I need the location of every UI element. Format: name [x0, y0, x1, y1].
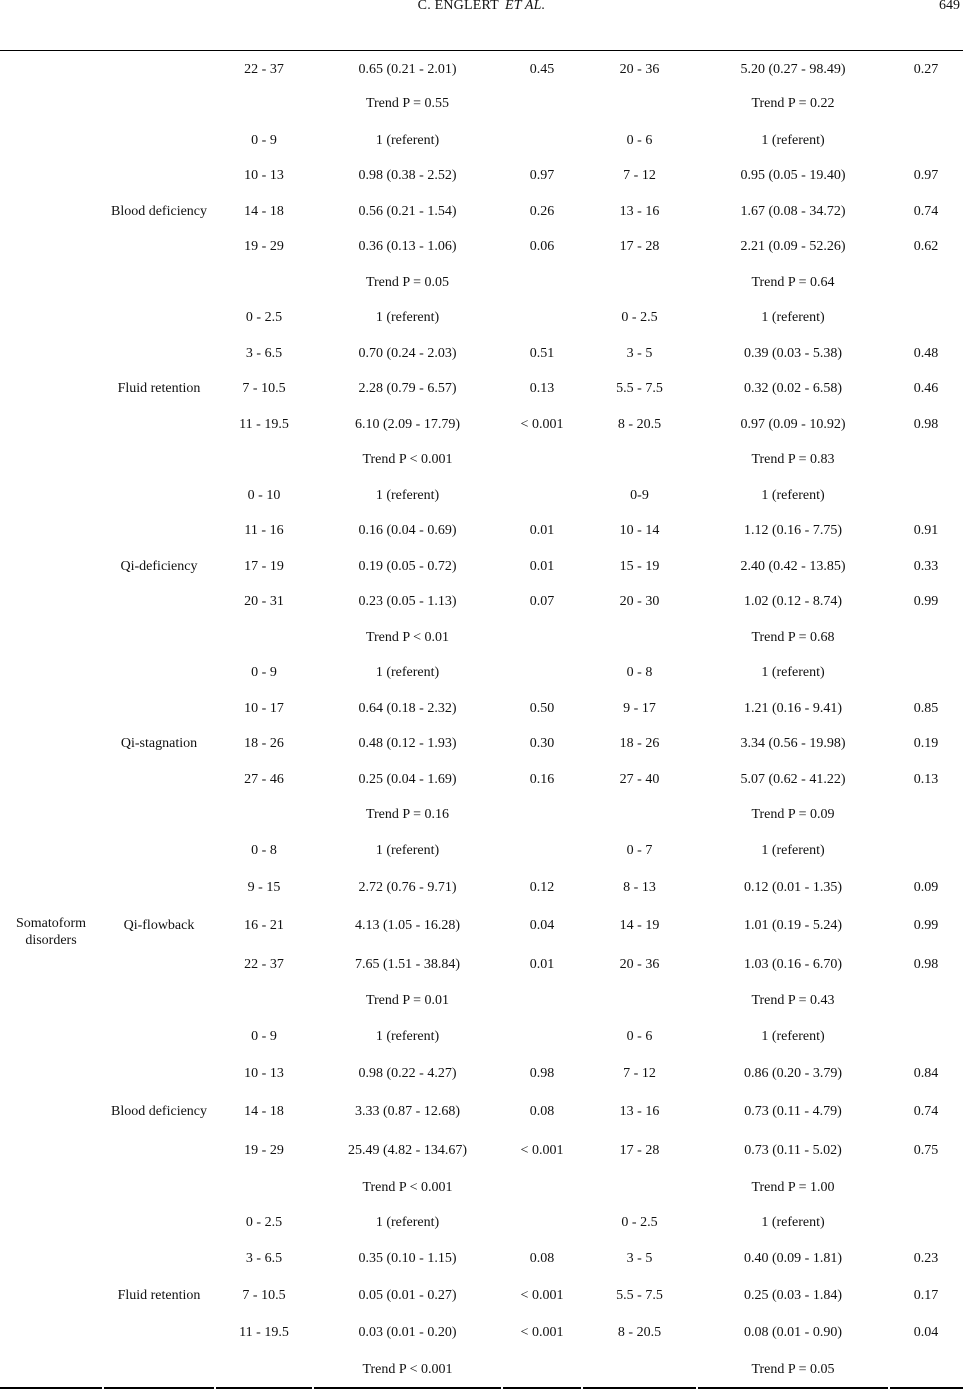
trend-p-cell-2: Trend P = 0.43	[751, 993, 835, 1008]
table-row	[0, 1249, 963, 1269]
odds-ratio-cell-1: 1 (referent)	[375, 1029, 440, 1044]
score-range-cell-2: 17 - 28	[619, 239, 660, 254]
odds-ratio-cell-1: 0.98 (0.22 - 4.27)	[358, 1066, 457, 1081]
odds-ratio-cell-1: 0.25 (0.04 - 1.69)	[358, 772, 457, 787]
odds-ratio-cell-1: 1 (referent)	[375, 843, 440, 858]
table-row	[0, 344, 963, 364]
p-value-cell-2: 0.27	[913, 62, 939, 77]
factor-label: Fluid retention	[117, 1288, 201, 1303]
odds-ratio-cell-2: 0.25 (0.03 - 1.84)	[744, 1288, 842, 1303]
p-value-cell-1: 0.51	[529, 346, 555, 361]
score-range-cell-2: 18 - 26	[619, 736, 660, 751]
score-range-cell-2: 10 - 14	[619, 523, 660, 538]
odds-ratio-cell-2: 0.73 (0.11 - 5.02)	[744, 1143, 842, 1158]
trend-p-cell-2: Trend P = 0.09	[751, 807, 835, 822]
score-range-cell-2: 27 - 40	[619, 772, 660, 787]
score-range-cell-1: 11 - 16	[244, 523, 284, 538]
score-range-cell-1: 11 - 19.5	[239, 1325, 289, 1340]
p-value-cell-2: 0.84	[913, 1066, 939, 1081]
score-range-cell-2: 20 - 36	[619, 62, 660, 77]
trend-row	[0, 1178, 963, 1198]
score-range-cell-2: 17 - 28	[619, 1143, 660, 1158]
score-range-cell-2: 0 - 6	[626, 133, 653, 148]
score-range-cell-1: 10 - 13	[244, 1066, 284, 1081]
p-value-cell-2: 0.74	[913, 204, 939, 219]
bottom-rule-segment	[698, 1387, 888, 1389]
factor-label: Fluid retention	[117, 381, 201, 396]
p-value-cell-1: 0.98	[529, 1066, 555, 1081]
p-value-cell-1: < 0.001	[520, 1325, 564, 1340]
p-value-cell-1: 0.01	[529, 957, 555, 972]
table-row	[0, 60, 963, 80]
odds-ratio-cell-2: 0.97 (0.09 - 10.92)	[740, 417, 846, 432]
odds-ratio-cell-2: 0.95 (0.05 - 19.40)	[740, 168, 846, 183]
p-value-cell-2: 0.48	[913, 346, 939, 361]
odds-ratio-cell-1: 0.98 (0.38 - 2.52)	[358, 168, 457, 183]
score-range-cell-1: 0 - 9	[251, 133, 277, 148]
score-range-cell-2: 7 - 12	[623, 168, 656, 183]
score-range-cell-1: 22 - 37	[244, 957, 284, 972]
p-value-cell-1: 0.97	[529, 168, 555, 183]
odds-ratio-cell-2: 0.39 (0.03 - 5.38)	[744, 346, 842, 361]
odds-ratio-cell-2: 2.40 (0.42 - 13.85)	[740, 559, 846, 574]
score-range-cell-1: 14 - 18	[244, 1104, 284, 1119]
score-range-cell-1: 0 - 2.5	[245, 1215, 283, 1230]
score-range-cell-2: 13 - 16	[619, 204, 660, 219]
odds-ratio-cell-1: 2.72 (0.76 - 9.71)	[358, 880, 457, 895]
p-value-cell-2: 0.17	[913, 1288, 939, 1303]
p-value-cell-2: 0.98	[913, 417, 939, 432]
p-value-cell-2: 0.13	[913, 772, 939, 787]
score-range-cell-2: 0 - 2.5	[621, 310, 658, 325]
score-range-cell-1: 0 - 8	[251, 843, 277, 858]
trend-p-cell-2: Trend P = 1.00	[751, 1180, 835, 1195]
p-value-cell-1: 0.30	[529, 736, 555, 751]
odds-ratio-cell-1: 0.64 (0.18 - 2.32)	[358, 701, 457, 716]
p-value-cell-2: 0.75	[913, 1143, 939, 1158]
score-range-cell-1: 0 - 10	[247, 488, 281, 503]
p-value-cell-2: 0.74	[913, 1104, 939, 1119]
trend-p-cell-2: Trend P = 0.64	[751, 275, 835, 290]
score-range-cell-2: 7 - 12	[623, 1066, 656, 1081]
score-range-cell-1: 0 - 9	[251, 1029, 277, 1044]
odds-ratio-cell-2: 1 (referent)	[761, 1215, 825, 1230]
score-range-cell-2: 8 - 13	[623, 880, 656, 895]
bottom-rule-segment	[503, 1387, 581, 1389]
p-value-cell-2: 0.62	[913, 239, 939, 254]
odds-ratio-cell-1: 0.70 (0.24 - 2.03)	[358, 346, 457, 361]
odds-ratio-cell-2: 3.34 (0.56 - 19.98)	[740, 736, 846, 751]
table-row	[0, 415, 963, 435]
trend-p-cell-1: Trend P = 0.55	[365, 96, 450, 111]
score-range-cell-1: 16 - 21	[244, 918, 284, 933]
trend-p-cell-2: Trend P = 0.83	[751, 452, 835, 467]
running-head-authors: C. ENGLERT	[417, 0, 499, 13]
p-value-cell-1: 0.04	[529, 918, 555, 933]
p-value-cell-1: 0.16	[529, 772, 555, 787]
odds-ratio-cell-1: 7.65 (1.51 - 38.84)	[355, 957, 460, 972]
p-value-cell-2: 0.99	[913, 918, 939, 933]
factor-label: Blood deficiency	[110, 204, 208, 219]
trend-row	[0, 450, 963, 470]
p-value-cell-2: 0.98	[913, 957, 939, 972]
p-value-cell-1: 0.07	[529, 594, 555, 609]
score-range-cell-2: 13 - 16	[619, 1104, 660, 1119]
score-range-cell-1: 14 - 18	[244, 204, 284, 219]
odds-ratio-cell-1: 2.28 (0.79 - 6.57)	[358, 381, 457, 396]
p-value-cell-1: 0.12	[529, 880, 555, 895]
table-row	[0, 770, 963, 790]
score-range-cell-1: 19 - 29	[244, 239, 284, 254]
table-row	[0, 166, 963, 186]
factor-label: Qi-flowback	[123, 918, 195, 933]
table-row	[0, 1141, 963, 1161]
p-value-cell-2: 0.46	[913, 381, 939, 396]
p-value-cell-1: 0.06	[529, 239, 555, 254]
score-range-cell-1: 3 - 6.5	[245, 346, 283, 361]
score-range-cell-2: 3 - 5	[626, 1251, 653, 1266]
score-range-cell-2: 14 - 19	[619, 918, 660, 933]
odds-ratio-cell-2: 0.40 (0.09 - 1.81)	[744, 1251, 842, 1266]
p-value-cell-1: < 0.001	[520, 1288, 564, 1303]
table-row	[0, 663, 963, 683]
odds-ratio-cell-2: 1 (referent)	[761, 1029, 825, 1044]
odds-ratio-cell-1: 3.33 (0.87 - 12.68)	[355, 1104, 460, 1119]
odds-ratio-cell-2: 1 (referent)	[761, 665, 825, 680]
odds-ratio-cell-2: 1 (referent)	[761, 310, 825, 325]
score-range-cell-1: 10 - 17	[244, 701, 284, 716]
table-row	[0, 699, 963, 719]
odds-ratio-cell-2: 0.86 (0.20 - 3.79)	[744, 1066, 842, 1081]
p-value-cell-2: 0.91	[913, 523, 939, 538]
odds-ratio-cell-1: 1 (referent)	[375, 1215, 440, 1230]
table-row	[0, 131, 963, 151]
bottom-rule-segment	[104, 1387, 214, 1389]
odds-ratio-cell-2: 1 (referent)	[761, 843, 825, 858]
results-table	[0, 52, 963, 1390]
table-row	[0, 521, 963, 541]
p-value-cell-1: 0.26	[529, 204, 555, 219]
score-range-cell-2: 15 - 19	[619, 559, 660, 574]
odds-ratio-cell-1: 25.49 (4.82 - 134.67)	[348, 1143, 467, 1158]
trend-p-cell-1: Trend P < 0.001	[362, 1362, 453, 1377]
p-value-cell-1: 0.01	[529, 559, 555, 574]
trend-p-cell-1: Trend P < 0.001	[362, 452, 453, 467]
odds-ratio-cell-1: 0.03 (0.01 - 0.20)	[358, 1325, 457, 1340]
bottom-rule-segment	[890, 1387, 963, 1389]
score-range-cell-2: 5.5 - 7.5	[616, 1288, 663, 1303]
odds-ratio-cell-1: 0.23 (0.05 - 1.13)	[358, 594, 457, 609]
trend-p-cell-2: Trend P = 0.22	[751, 96, 835, 111]
table-row	[0, 308, 963, 328]
trend-row	[0, 94, 963, 114]
score-range-cell-1: 9 - 15	[247, 880, 281, 895]
score-range-cell-1: 18 - 26	[244, 736, 284, 751]
odds-ratio-cell-2: 0.32 (0.02 - 6.58)	[744, 381, 842, 396]
odds-ratio-cell-2: 1 (referent)	[761, 488, 825, 503]
bottom-rule-segment	[583, 1387, 696, 1389]
table-row	[0, 878, 963, 898]
odds-ratio-cell-2: 2.21 (0.09 - 52.26)	[740, 239, 846, 254]
trend-p-cell-1: Trend P = 0.01	[365, 993, 450, 1008]
score-range-cell-1: 10 - 13	[244, 168, 284, 183]
page-number: 649	[939, 0, 960, 13]
odds-ratio-cell-2: 1.12 (0.16 - 7.75)	[744, 523, 842, 538]
odds-ratio-cell-1: 0.48 (0.12 - 1.93)	[358, 736, 457, 751]
odds-ratio-cell-1: 0.05 (0.01 - 0.27)	[358, 1288, 457, 1303]
score-range-cell-1: 19 - 29	[244, 1143, 284, 1158]
score-range-cell-2: 0 - 6	[626, 1029, 653, 1044]
score-range-cell-1: 3 - 6.5	[245, 1251, 283, 1266]
odds-ratio-cell-1: 0.35 (0.10 - 1.15)	[358, 1251, 457, 1266]
odds-ratio-cell-2: 1 (referent)	[761, 133, 825, 148]
table-row	[0, 237, 963, 257]
odds-ratio-cell-2: 1.03 (0.16 - 6.70)	[744, 957, 842, 972]
table-bottom-rule	[0, 1387, 963, 1389]
trend-p-cell-2: Trend P = 0.68	[751, 630, 835, 645]
score-range-cell-2: 5.5 - 7.5	[616, 381, 663, 396]
p-value-cell-2: 0.23	[913, 1251, 939, 1266]
odds-ratio-cell-2: 5.20 (0.27 - 98.49)	[740, 62, 846, 77]
odds-ratio-cell-2: 1.02 (0.12 - 8.74)	[744, 594, 842, 609]
p-value-cell-2: 0.04	[913, 1325, 939, 1340]
trend-row	[0, 628, 963, 648]
p-value-cell-2: 0.19	[913, 736, 939, 751]
odds-ratio-cell-1: 1 (referent)	[375, 488, 440, 503]
odds-ratio-cell-2: 5.07 (0.62 - 41.22)	[740, 772, 846, 787]
table-row	[0, 1027, 963, 1047]
odds-ratio-cell-2: 0.08 (0.01 - 0.90)	[744, 1325, 842, 1340]
table-row	[0, 1213, 963, 1233]
score-range-cell-2: 20 - 36	[619, 957, 660, 972]
score-range-cell-1: 11 - 19.5	[239, 417, 289, 432]
trend-row	[0, 273, 963, 293]
odds-ratio-cell-2: 1.67 (0.08 - 34.72)	[740, 204, 846, 219]
score-range-cell-1: 27 - 46	[244, 772, 284, 787]
odds-ratio-cell-1: 4.13 (1.05 - 16.28)	[355, 918, 460, 933]
odds-ratio-cell-1: 0.16 (0.04 - 0.69)	[358, 523, 457, 538]
odds-ratio-cell-1: 6.10 (2.09 - 17.79)	[355, 417, 460, 432]
trend-p-cell-1: Trend P < 0.001	[362, 1180, 453, 1195]
p-value-cell-1: 0.45	[529, 62, 555, 77]
running-head-et-al: ET AL.	[504, 0, 546, 13]
score-range-cell-1: 0 - 9	[251, 665, 277, 680]
score-range-cell-1: 17 - 19	[244, 559, 284, 574]
p-value-cell-1: 0.08	[529, 1104, 555, 1119]
trend-row	[0, 805, 963, 825]
bottom-rule-segment	[314, 1387, 501, 1389]
odds-ratio-cell-2: 0.73 (0.11 - 4.79)	[744, 1104, 842, 1119]
score-range-cell-2: 8 - 20.5	[617, 1325, 662, 1340]
trend-p-cell-1: Trend P < 0.01	[365, 630, 450, 645]
table-row	[0, 955, 963, 975]
score-range-cell-2: 3 - 5	[626, 346, 653, 361]
odds-ratio-cell-2: 1.01 (0.19 - 5.24)	[744, 918, 842, 933]
score-range-cell-2: 20 - 30	[619, 594, 660, 609]
factor-label: Qi-deficiency	[120, 559, 198, 574]
p-value-cell-2: 0.85	[913, 701, 939, 716]
score-range-cell-1: 22 - 37	[244, 62, 284, 77]
table-row	[0, 592, 963, 612]
score-range-cell-2: 0-9	[630, 488, 649, 503]
score-range-cell-1: 20 - 31	[244, 594, 284, 609]
score-range-cell-2: 9 - 17	[623, 701, 656, 716]
header-rule	[0, 50, 963, 51]
p-value-cell-1: 0.50	[529, 701, 555, 716]
p-value-cell-1: < 0.001	[520, 417, 564, 432]
table-row	[0, 1064, 963, 1084]
odds-ratio-cell-1: 1 (referent)	[375, 665, 440, 680]
odds-ratio-cell-1: 0.56 (0.21 - 1.54)	[358, 204, 457, 219]
odds-ratio-cell-1: 0.65 (0.21 - 2.01)	[358, 62, 457, 77]
factor-label: Blood deficiency	[110, 1104, 208, 1119]
table-row	[0, 1323, 963, 1343]
trend-p-cell-1: Trend P = 0.16	[365, 807, 450, 822]
table-row	[0, 841, 963, 861]
score-range-cell-2: 0 - 8	[626, 665, 653, 680]
p-value-cell-1: 0.01	[529, 523, 555, 538]
p-value-cell-1: < 0.001	[520, 1143, 564, 1158]
p-value-cell-2: 0.97	[913, 168, 939, 183]
trend-p-cell-1: Trend P = 0.05	[365, 275, 450, 290]
factor-label: Qi-stagnation	[120, 736, 198, 751]
odds-ratio-cell-1: 1 (referent)	[375, 133, 440, 148]
page-header	[0, 0, 963, 52]
p-value-cell-1: 0.13	[529, 381, 555, 396]
p-value-cell-2: 0.99	[913, 594, 939, 609]
p-value-cell-2: 0.09	[913, 880, 939, 895]
table-row	[0, 486, 963, 506]
odds-ratio-cell-2: 0.12 (0.01 - 1.35)	[744, 880, 842, 895]
odds-ratio-cell-1: 1 (referent)	[375, 310, 440, 325]
score-range-cell-2: 0 - 2.5	[621, 1215, 658, 1230]
odds-ratio-cell-1: 0.19 (0.05 - 0.72)	[358, 559, 457, 574]
disorder-label: Somatoform disorders	[16, 916, 86, 948]
score-range-cell-2: 0 - 7	[626, 843, 653, 858]
score-range-cell-1: 7 - 10.5	[242, 381, 286, 396]
score-range-cell-2: 8 - 20.5	[617, 417, 662, 432]
p-value-cell-2: 0.33	[913, 559, 939, 574]
odds-ratio-cell-2: 1.21 (0.16 - 9.41)	[744, 701, 842, 716]
trend-p-cell-2: Trend P = 0.05	[751, 1362, 835, 1377]
bottom-rule-segment	[0, 1387, 102, 1389]
score-range-cell-1: 0 - 2.5	[245, 310, 283, 325]
trend-row	[0, 1360, 963, 1380]
running-head	[0, 0, 963, 14]
score-range-cell-1: 7 - 10.5	[242, 1288, 286, 1303]
bottom-rule-segment	[216, 1387, 312, 1389]
trend-row	[0, 991, 963, 1011]
p-value-cell-1: 0.08	[529, 1251, 555, 1266]
odds-ratio-cell-1: 0.36 (0.13 - 1.06)	[358, 239, 457, 254]
